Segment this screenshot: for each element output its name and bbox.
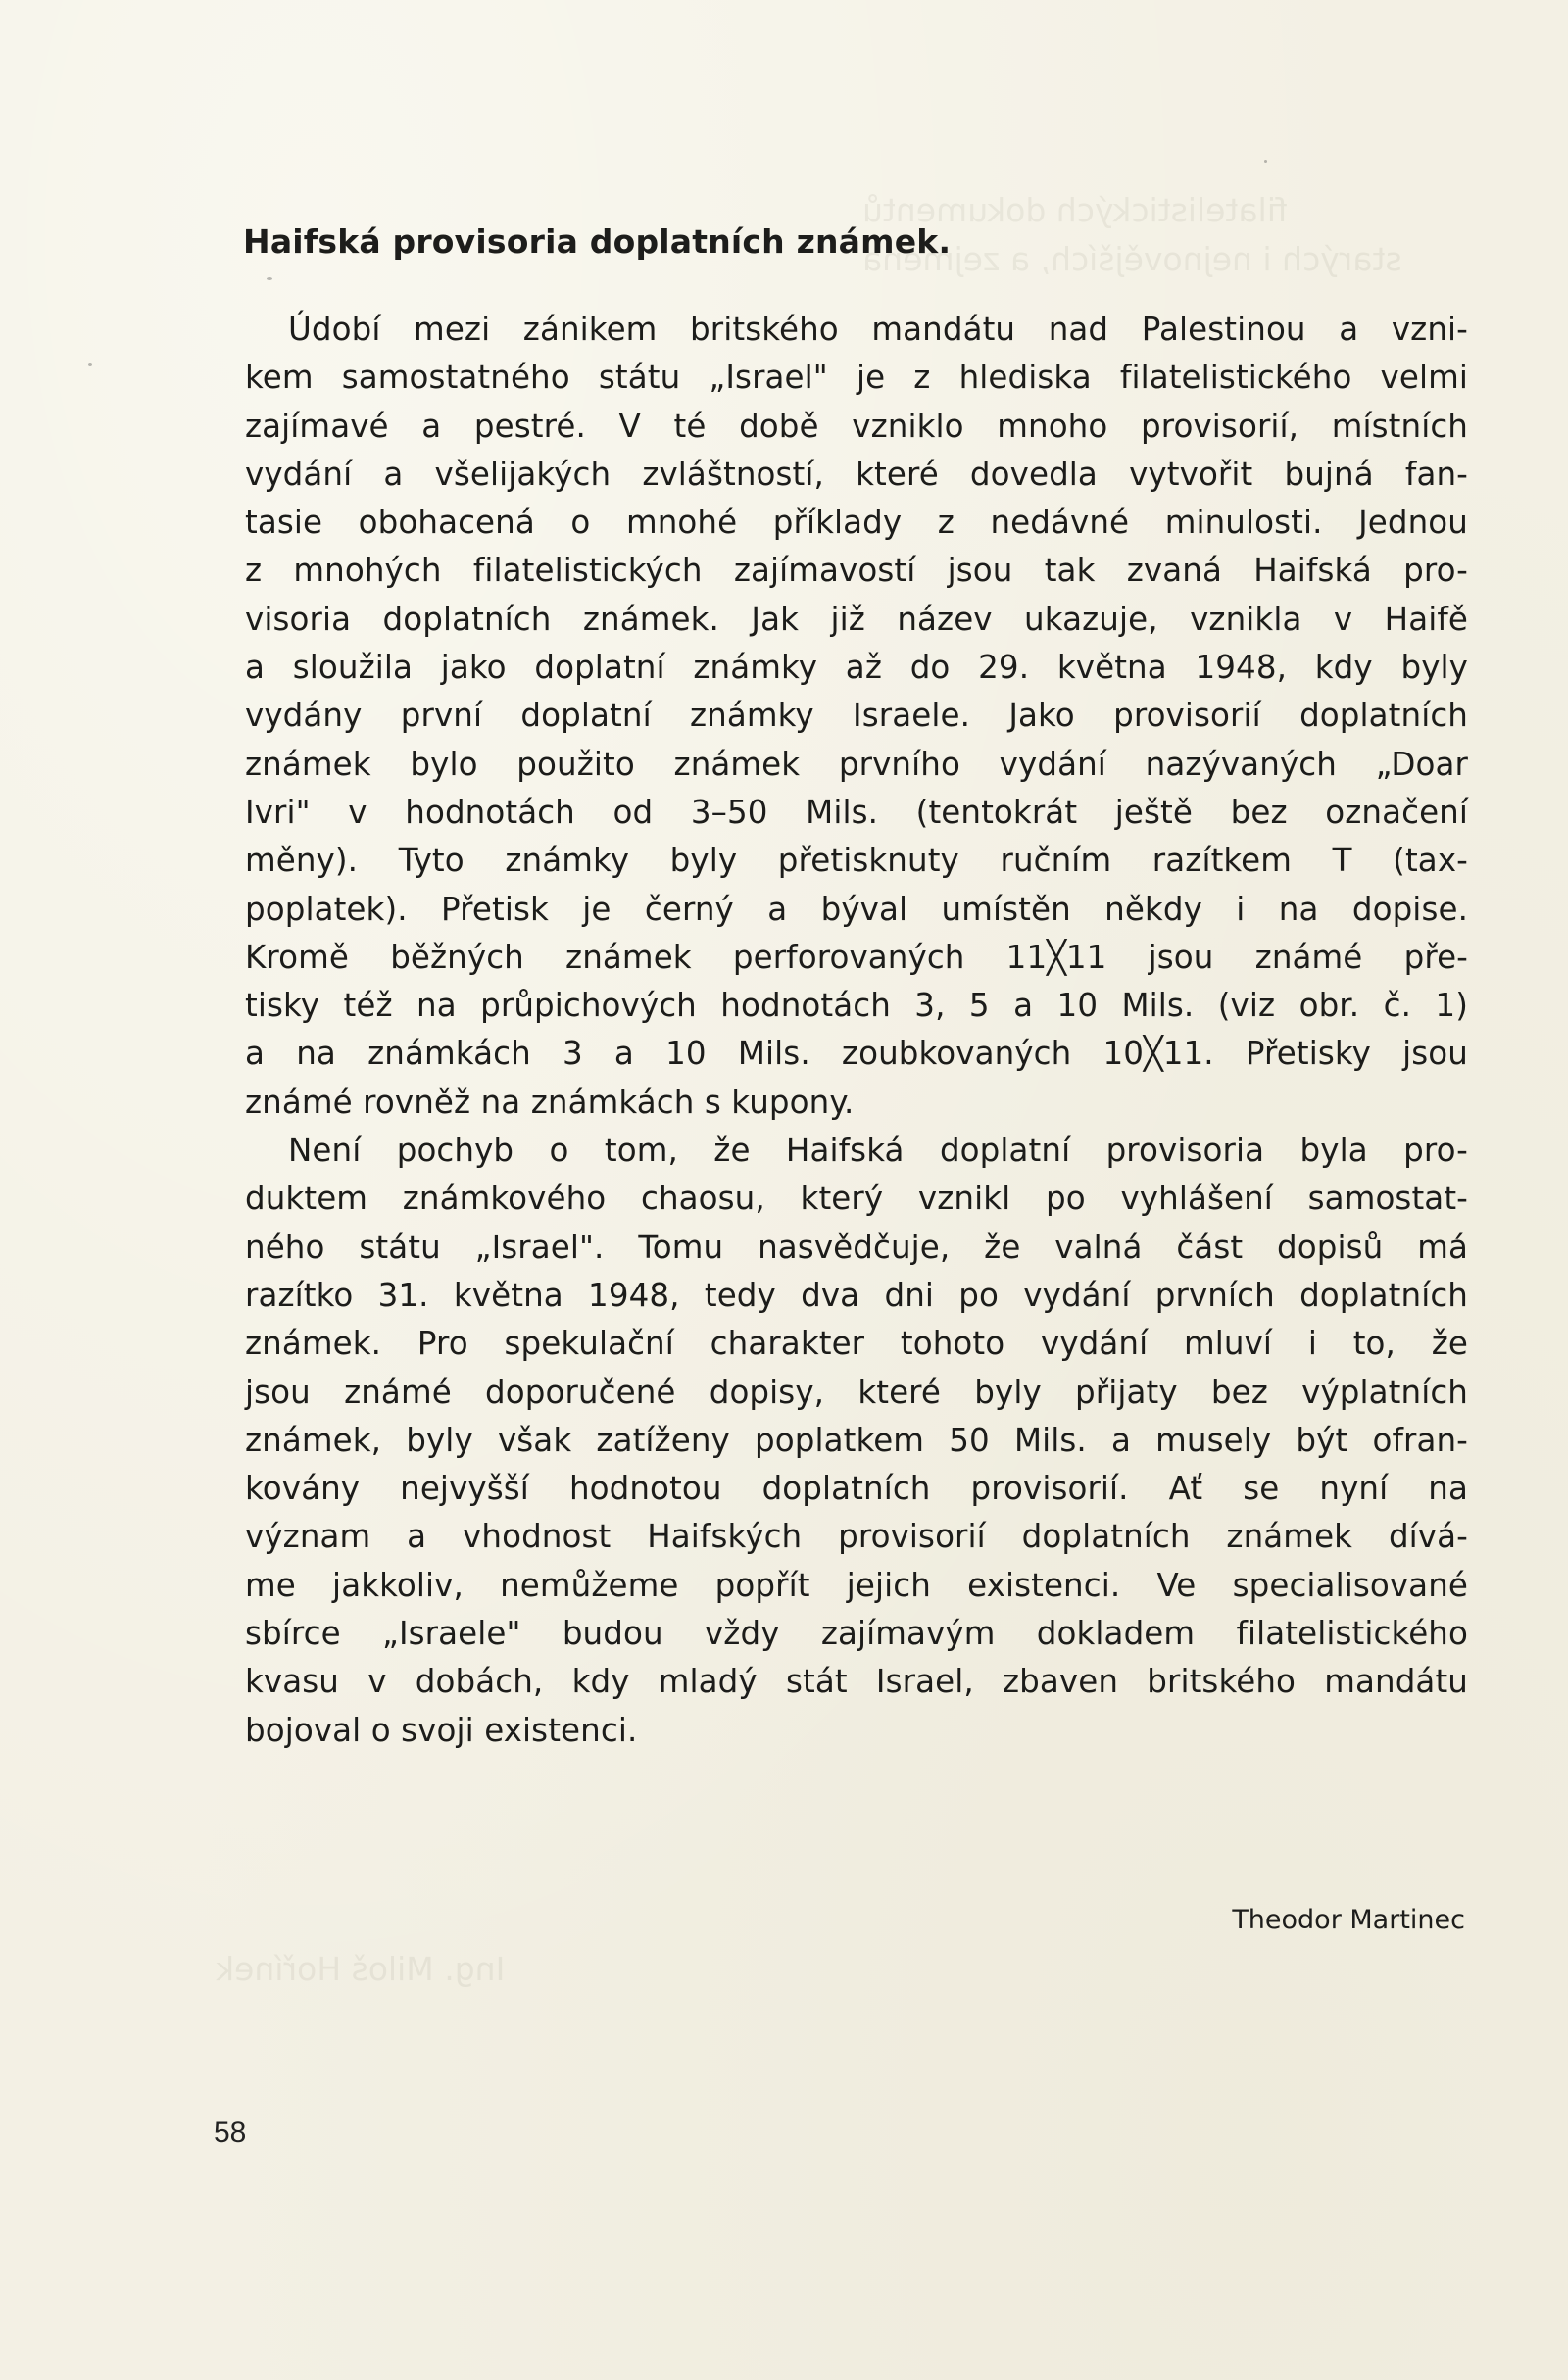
text-line: visoria doplatních známek. Jak již název ukazuje, vznikla v Haifě: [245, 600, 1468, 638]
text-line: známek, byly však zatíženy poplatkem 50 Mils. a musely být ofran-: [245, 1421, 1468, 1459]
text-line: známek bylo použito známek prvního vydání nazývaných „Doar: [245, 745, 1468, 783]
text-line: a na známkách 3 a 10 Mils. zoubkovaných 10╳11. Přetisky jsou: [245, 1035, 1468, 1073]
text-line: bojoval o svoji existenci.: [245, 1711, 638, 1749]
text-line: kovány nejvyšší hodnotou doplatních provisorií. Ať se nyní na: [245, 1470, 1468, 1508]
paper-speck: [1264, 160, 1267, 163]
paragraph-2: [245, 1127, 1468, 1755]
text-line: tisky též na průpichových hodnotách 3, 5 a 10 Mils. (viz obr. č. 1): [245, 987, 1468, 1025]
bleed-through-text: Ing. Miloš Hořínek: [216, 1950, 506, 1988]
text-line: kem samostatného státu „Israel" je z hlediska filatelistického velmi: [245, 359, 1468, 397]
text-line: Ivri" v hodnotách od 3–50 Mils. (tentokrát ještě bez označení: [245, 793, 1468, 831]
bleed-through-text: starých i nejnovějších, a zejména: [862, 240, 1402, 278]
article-title: Haifská provisoria doplatních známek.: [243, 222, 952, 262]
text-line: jsou známé doporučené dopisy, které byly přijaty bez výplatních: [245, 1373, 1468, 1411]
text-line: kvasu v dobách, kdy mladý stát Israel, zbaven britského mandátu: [245, 1663, 1468, 1701]
text-line: z mnohých filatelistických zajímavostí jsou tak zvaná Haifská pro-: [245, 552, 1468, 590]
author-signature: Theodor Martinec: [1232, 1905, 1465, 1935]
page-number: 58: [214, 2116, 247, 2149]
text-line: známé rovněž na známkách s kupony.: [245, 1083, 855, 1121]
paper-speck: [88, 363, 92, 366]
article-body: [245, 306, 1468, 1755]
text-line: vydány první doplatní známky Israele. Jako provisorií doplatních: [245, 697, 1468, 735]
text-line: duktem známkového chaosu, který vznikl po vyhlášení samostat-: [245, 1180, 1468, 1218]
text-line: razítko 31. května 1948, tedy dva dni po vydání prvních doplatních: [245, 1276, 1468, 1314]
text-line: me jakkoliv, nemůžeme popřít jejich existenci. Ve specialisované: [245, 1566, 1468, 1604]
text-line: ného státu „Israel". Tomu nasvědčuje, že valná část dopisů má: [245, 1228, 1468, 1266]
text-line: Kromě běžných známek perforovaných 11╳11 jsou známé pře-: [245, 938, 1468, 976]
text-line: poplatek). Přetisk je černý a býval umístěn někdy i na dopise.: [245, 890, 1468, 928]
text-line: Není pochyb o tom, že Haifská doplatní provisoria byla pro-: [288, 1132, 1468, 1170]
bleed-through-text: filatelistických dokumentů: [862, 191, 1288, 229]
paragraph-1: [245, 306, 1468, 1127]
text-line: a sloužila jako doplatní známky až do 29. května 1948, kdy byly: [245, 649, 1468, 687]
text-line: sbírce „Israele" budou vždy zajímavým dokladem filatelistického: [245, 1615, 1468, 1653]
text-line: význam a vhodnost Haifských provisorií doplatních známek dívá-: [245, 1518, 1468, 1556]
text-line: měny). Tyto známky byly přetisknuty ručním razítkem T (tax-: [245, 842, 1468, 880]
text-line: vydání a všelijakých zvláštností, které dovedla vytvořit bujná fan-: [245, 455, 1468, 493]
text-line: známek. Pro spekulační charakter tohoto vydání mluví i to, že: [245, 1325, 1468, 1363]
text-line: zajímavé a pestré. V té době vzniklo mnoho provisorií, místních: [245, 407, 1468, 445]
paper-speck: [267, 277, 272, 280]
text-line: tasie obohacená o mnohé příklady z nedávné minulosti. Jednou: [245, 504, 1468, 542]
text-line: Údobí mezi zánikem britského mandátu nad Palestinou a vzni-: [288, 311, 1468, 348]
